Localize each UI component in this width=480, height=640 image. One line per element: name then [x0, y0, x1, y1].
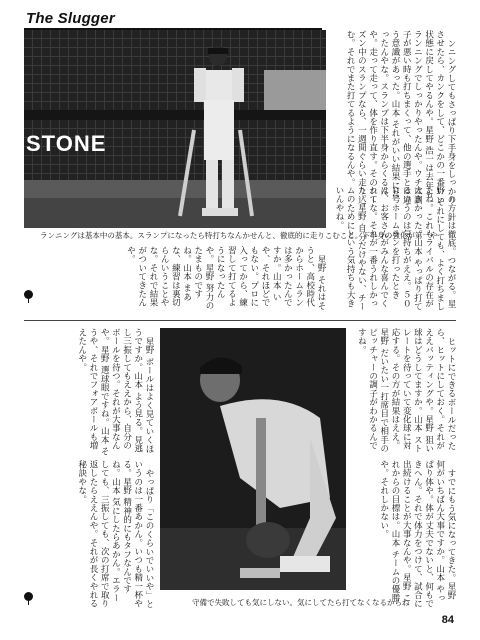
article-column-top-middle	[332, 186, 456, 312]
batter-fence-photo	[24, 30, 326, 228]
article-column-bottom-far-right	[352, 460, 456, 610]
article-column-bottom-left	[24, 460, 154, 610]
fielder-crouching-photo	[160, 328, 346, 590]
magazine-section-title: The Slugger	[26, 10, 115, 27]
article-paragraph: の方針は徹底。つながる。星野 それにしても、よく打ちましたね。これもライバルの存在が大きかった。山本 やっぱり打てるいうのは気持ちがええ。５００号ホームランを打ったときは、お客さんがみんな喜んでくれてな。それが一番うれしかった。星野 自分だけやない、チームのためにという気持ちも大きいんやね。	[333, 186, 456, 311]
page-number: 84	[441, 614, 454, 626]
bottom-photo-caption: 守備で失敗しても気にしない。気にしてたら打てなくなるからね	[192, 598, 410, 607]
article-paragraph: ヒットにできるボールだったら、ヒットにしておく。それがええバッティングや。星野 狙い球はどうしてますか。山本 ストレートを待っていて変化球に対応する。その方が結果はええ。星野 だいたい一打席目で相手のピッチャーの調子がわかるんですね。	[356, 328, 456, 453]
article-paragraph: ンニングしてもさっぱり下手身をしっかりさせたら、カンクをして、どこかの一番いい状態に戻してやるんや。星野 浩一は去年もランニングでしっかりやったんや。ウチは調子が悪い時も打ちまくって、他の選手とは違う意識があった。山本 それがいい結果になったんやな。スランプは下半身からくるんや。走って走って、体を作り直す。そのシーズン中のスランプなら、一週間ぐらい走り込む。それでまた打てるようになるんや。	[345, 30, 456, 204]
fence-sign-text: STONE	[26, 131, 107, 156]
article-paragraph: やっぱり「このくらいでいいや」というのは一番あかん。いつも精一杯やる。星野 精神的にもタフなんですね。山本 気にしたらあかん。エラーしても、三振しても、次の打席で取り返したらええんや。それが長くやれる秘訣やな。	[76, 460, 154, 608]
article-paragraph: すでにもう気になってきた。星野 何がいちばん大事ですか。山本 やっぱり体や。体が丈夫でないと、何もできへん。それで体力をつけて、試合に出続けることが大事なんや。星野 これからの目標は。山本 チームの優勝や。それしかない。	[378, 460, 456, 608]
article-column-top-right	[332, 30, 456, 206]
article-paragraph: 星野 それはそうと、高校時代からホームランは多かったんですか。山本 いや、それほどでもない。プロに入ってから、練習して打てるようになったんや。星野 努力のたまものですね。山本 まあな、練習は裏切らんいうことやな。それで結果がついてきたんや。	[125, 246, 326, 310]
article-column-bottom-right	[352, 328, 456, 456]
bullet-mark-bottom	[24, 592, 33, 601]
article-column-top-left	[24, 246, 326, 312]
article-column-bottom-middle	[24, 328, 154, 456]
section-divider	[24, 320, 456, 321]
top-photo-caption: ランニングは基本中の基本。スランプになったら特打ちなんかせんと、徹底的に走りこむこと。下半身の強化が第一や	[40, 231, 438, 240]
article-paragraph: 星野 ボールはよく見ていくほうですか。山本 よう見る。見逃し三振してもええから、自分のボールを待つ。それが大事なんや。星野 選球眼ですね。山本 そうや、それでフォアボールも増えたんや。	[76, 328, 154, 456]
bullet-mark-top	[24, 290, 33, 299]
